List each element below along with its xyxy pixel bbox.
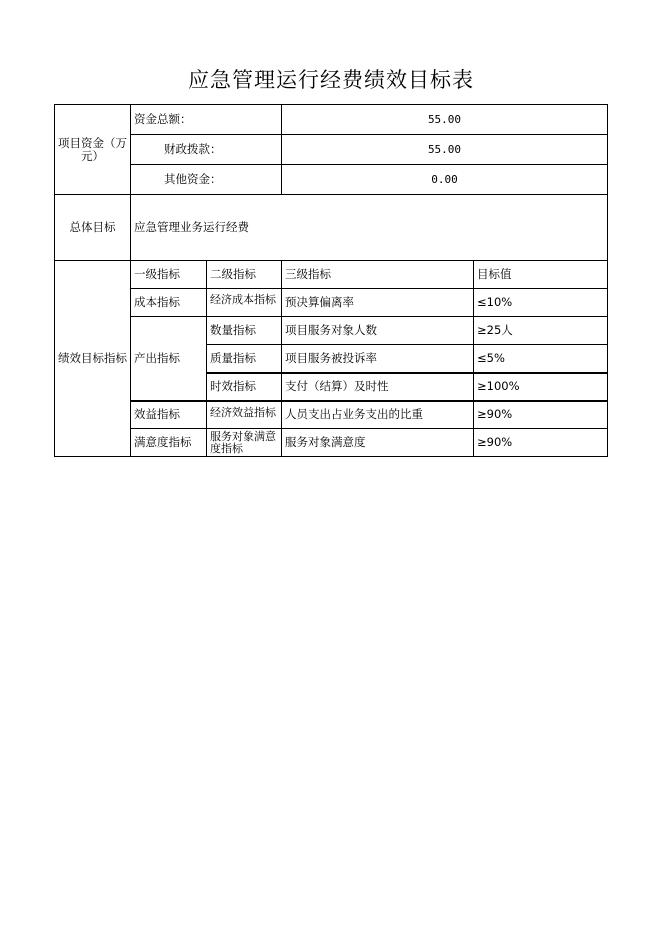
level2-cell: 时效指标 <box>207 373 282 401</box>
performance-table <box>54 104 608 457</box>
header-level1: 一级指标 <box>131 261 207 289</box>
level2-cell: 数量指标 <box>207 317 282 345</box>
funds-fiscal-label: 财政拨款： <box>131 135 282 165</box>
level1-cell: 成本指标 <box>131 289 207 317</box>
goal-label: 总体目标 <box>55 195 131 261</box>
level3-cell: 服务对象满意度 <box>282 429 474 457</box>
table-row <box>55 289 608 317</box>
table-row <box>55 429 608 457</box>
table-row <box>55 195 608 261</box>
level3-cell: 项目服务被投诉率 <box>282 345 474 373</box>
funds-other-label: 其他资金： <box>131 165 282 195</box>
funds-total-value: 55.00 <box>282 105 608 135</box>
level2-cell: 质量指标 <box>207 345 282 373</box>
level3-cell: 预决算偏离率 <box>282 289 474 317</box>
level2-cell: 经济成本指标 <box>207 289 282 317</box>
page-title: 应急管理运行经费绩效目标表 <box>188 68 474 92</box>
goal-text: 应急管理业务运行经费 <box>131 195 608 261</box>
level1-cell: 满意度指标 <box>131 429 207 457</box>
header-level3: 三级指标 <box>282 261 474 289</box>
table-row <box>55 401 608 429</box>
header-target: 目标值 <box>474 261 608 289</box>
target-cell: ≤10% <box>474 289 608 317</box>
funds-total-label: 资金总额： <box>131 105 282 135</box>
performance-section-label: 绩效目标指标 <box>55 261 131 457</box>
funds-section-label: 项目资金（万元） <box>55 105 131 195</box>
table-row <box>55 317 608 345</box>
table-row <box>55 105 608 135</box>
target-cell: ≥25人 <box>474 317 608 345</box>
table-row <box>55 165 608 195</box>
level3-cell: 人员支出占业务支出的比重 <box>282 401 474 429</box>
target-cell: ≥90% <box>474 401 608 429</box>
level2-cell: 服务对象满意度指标 <box>207 429 282 457</box>
level3-cell: 项目服务对象人数 <box>282 317 474 345</box>
level1-cell: 效益指标 <box>131 401 207 429</box>
funds-fiscal-value: 55.00 <box>282 135 608 165</box>
table-row <box>55 135 608 165</box>
level3-cell: 支付（结算）及时性 <box>282 373 474 401</box>
funds-other-value: 0.00 <box>282 165 608 195</box>
target-cell: ≤5% <box>474 345 608 373</box>
level2-cell: 经济效益指标 <box>207 401 282 429</box>
level1-cell: 产出指标 <box>131 317 207 401</box>
table-header-row <box>55 261 608 289</box>
header-level2: 二级指标 <box>207 261 282 289</box>
target-cell: ≥100% <box>474 373 608 401</box>
target-cell: ≥90% <box>474 429 608 457</box>
